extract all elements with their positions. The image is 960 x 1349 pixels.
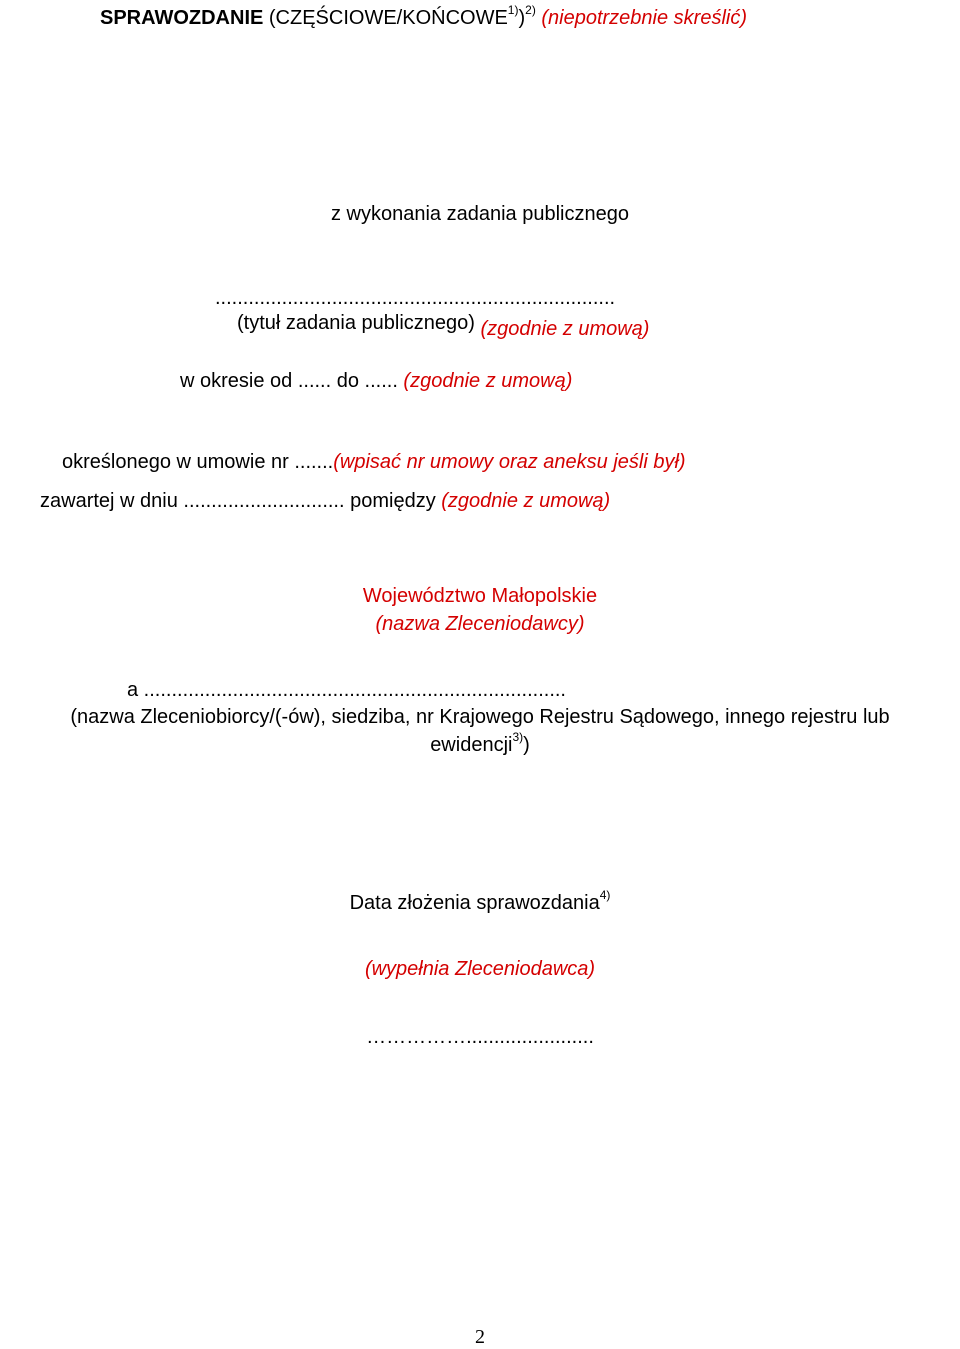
period-text: w okresie od ...... do ...... [180, 370, 398, 392]
subtitle: z wykonania zadania publicznego [331, 203, 629, 225]
contract-line [62, 450, 686, 474]
contractor-label-text: ewidencji [430, 734, 513, 756]
period-note: (zgodnie z umową) [397, 370, 573, 392]
concluded-line [40, 489, 610, 513]
submission-date-dots: ……………....................... [366, 1026, 594, 1048]
contractor-label-line1: (nazwa Zleceniobiorcy/(-ów), siedziba, nr Krajowego Rejestru Sądowego, innego rejestru lub [70, 706, 890, 728]
contract-note: (wpisać nr umowy oraz aneksu jeśli był) [333, 451, 686, 473]
submission-note: (wypełnia Zleceniodawca) [364, 958, 596, 980]
concluded-text: zawartej w dniu ............................. pomiędzy [40, 490, 442, 512]
task-title-note: (zgodnie z umową) [480, 318, 650, 340]
period-line [180, 369, 572, 393]
concluded-note: (zgodnie z umową) [441, 490, 611, 512]
contractor-label-line2 [0, 730, 960, 757]
title-paren: ) [518, 7, 526, 29]
footnote-3-ref: 3) [512, 730, 524, 745]
principal-name: Województwo Małopolskie [362, 585, 598, 607]
task-title-caption: (tytuł zadania publicznego) [237, 312, 475, 334]
contractor-label-end: ) [523, 734, 530, 756]
principal-label: (nazwa Zleceniodawcy) [375, 613, 585, 635]
footnote-4-ref: 4) [599, 888, 611, 903]
task-title-dots: ........................................................................ [215, 287, 616, 309]
contractor-dots: a ............................................................................ [127, 679, 566, 701]
footnote-1-ref: 1) [507, 3, 519, 18]
contract-text: określonego w umowie nr ....... [62, 451, 334, 473]
page-number: 2 [475, 1326, 485, 1348]
title-note: (niepotrzebnie skreślić) [535, 7, 748, 29]
submission-date-text: Data złożenia sprawozdania [349, 892, 600, 914]
footnote-2-ref: 2) [525, 3, 536, 18]
title-type: (CZĘŚCIOWE/KOŃCOWE [263, 7, 508, 29]
task-title-label [237, 311, 650, 340]
submission-date-label [0, 888, 960, 915]
report-title [100, 3, 748, 30]
title-main: SPRAWOZDANIE [100, 7, 264, 29]
